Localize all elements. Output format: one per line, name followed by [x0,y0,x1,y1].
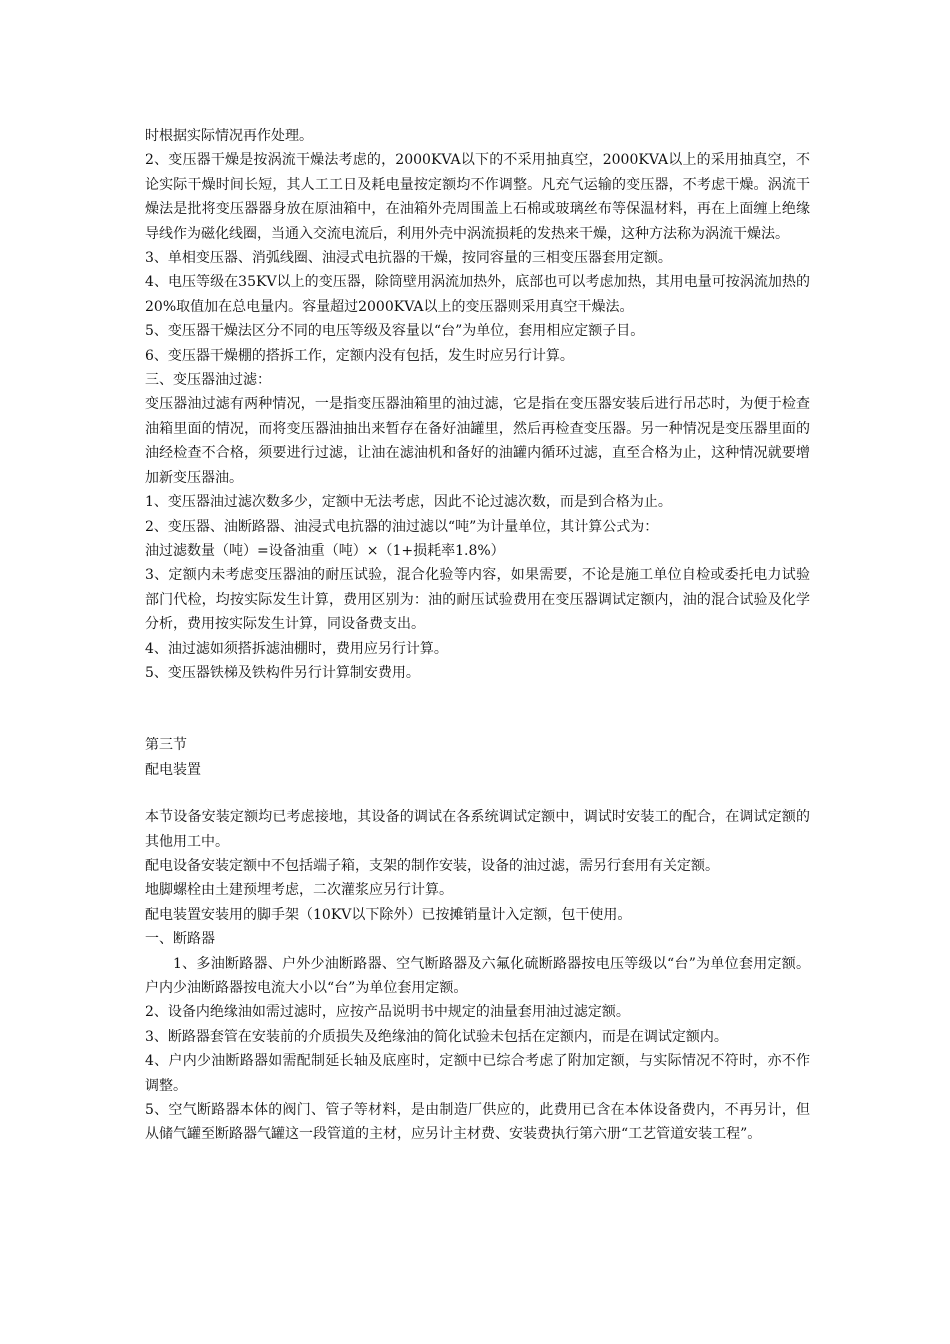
paragraph-filter-unit: 2、变压器、油断路器、油浸式电抗器的油过滤以“吨”为计量单位，其计算公式为： [145,518,659,535]
paragraph-drying-unit: 5、变压器干燥法区分不同的电压等级及容量以“台”为单位，套用相应定额子目。 [145,323,645,340]
paragraph-oil-filtering-cases: 变压器油过滤有两种情况，一是指变压器油箱里的油过滤，它是指在变压器安装后进行吊芯时，为便于检查油箱里面的情况，而将变压器油抽出来暂存在备好油罐里，然后再检查变压器。另一种情况是变压器里面的油经检查不合格，须要进行过滤，让油在滤油机和备好的油罐内循环过滤，直至合格为止，这种情况就要增加新变压器油。 [145,396,810,486]
document-page [145,124,810,1147]
paragraph-35kv-drying: 4、电压等级在35KV以上的变压器，除筒壁用涡流加热外，底部也可以考虑加热，其用电量可按涡流加热的20%取值加在总电量内。容量超过2000KVA以上的变压器则采用真空干燥法。 [145,274,810,315]
paragraph-extension-shaft: 4、户内少油断路器如需配制延长轴及底座时，定额中已综合考虑了附加定额，与实际情况不符时，亦不作调整。 [145,1053,810,1094]
spacer [145,782,810,805]
paragraph-oil-tests: 3、定额内未考虑变压器油的耐压试验，混合化验等内容，如果需要，不论是施工单位自检或委托电力试验部门代检，均按实际发生计算，费用区别为：油的耐压试验费用在变压器调试定额内，油的混合试验及化学分析，费用按实际发生计算，同设备费支出。 [145,567,810,633]
paragraph-drying-method: 2、变压器干燥是按涡流干燥法考虑的，2000KVA以下的不采用抽真空，2000KVA以上的采用抽真空，不论实际干燥时间长短，其人工工日及耗电量按定额均不作调整。凡充气运输的变压器，不考虑干燥。涡流干燥法是批将变压器器身放在原油箱中，在油箱外壳周围盖上石棉或玻璃丝布等保温材料，再在上面缠上绝缘导线作为磁化线圈，当通入交流电流后，利用外壳中涡流损耗的发热来干燥，这种方法称为涡流干燥法。 [145,152,810,242]
paragraph-grounding: 本节设备安装定额均已考虑接地，其设备的调试在各系统调试定额中，调试时安装工的配合，在调试定额的其他用工中。 [145,809,810,850]
paragraph-terminal-box: 配电设备安装定额中不包括端子箱，支架的制作安装，设备的油过滤，需另行套用有关定额。 [145,857,719,874]
paragraph-single-phase-drying: 3、单相变压器、消弧线圈、油浸式电抗器的干燥，按同容量的三相变压器套用定额。 [145,250,672,267]
paragraph-anchor-bolts: 地脚螺栓由土建预埋考虑，二次灌浆应另行计算。 [145,882,453,899]
spacer [145,685,810,733]
formula-oil-filter: 油过滤数量（吨）=设备油重（吨）×（1+损耗率1.8%） [145,542,505,559]
paragraph-continuation: 时根据实际情况再作处理。 [145,128,313,144]
paragraph-filter-shed: 4、油过滤如须搭拆滤油棚时，费用应另行计算。 [145,640,448,657]
paragraph-filter-count: 1、变压器油过滤次数多少，定额中无法考虑，因此不论过滤次数，而是到合格为止。 [145,494,672,511]
heading-oil-filtering: 三、变压器油过滤： [145,372,271,389]
heading-circuit-breaker: 一、断路器 [145,931,215,948]
paragraph-scaffolding: 配电装置安装用的脚手架（10KV以下除外）已按摊销量计入定额，包干使用。 [145,906,632,923]
paragraph-bushing-tests: 3、断路器套管在安装前的介质损失及绝缘油的简化试验未包括在定额内，而是在调试定额内。 [145,1028,728,1045]
paragraph-air-breaker-materials: 5、空气断路器本体的阀门、管子等材料，是由制造厂供应的，此费用已含在本体设备费内，不再另计，但从储气罐至断路器气罐这一段管道的主材，应另计主材费、安装费执行第六册“工艺管道安装工程”。 [145,1102,810,1143]
paragraph-insulating-oil: 2、设备内绝缘油如需过滤时，应按产品说明书中规定的油量套用油过滤定额。 [145,1004,630,1021]
paragraph-breaker-types: 1、多油断路器、户外少油断路器、空气断路器及六氟化硫断路器按电压等级以“台”为单位套用定额。户内少油断路器按电流大小以“台”为单位套用定额。 [145,955,810,996]
section-number: 第三节 [145,737,187,754]
section-title: 配电装置 [145,761,201,778]
paragraph-iron-ladder: 5、变压器铁梯及铁构件另行计算制安费用。 [145,664,420,681]
paragraph-drying-shed: 6、变压器干燥棚的搭拆工作，定额内没有包括，发生时应另行计算。 [145,347,574,364]
